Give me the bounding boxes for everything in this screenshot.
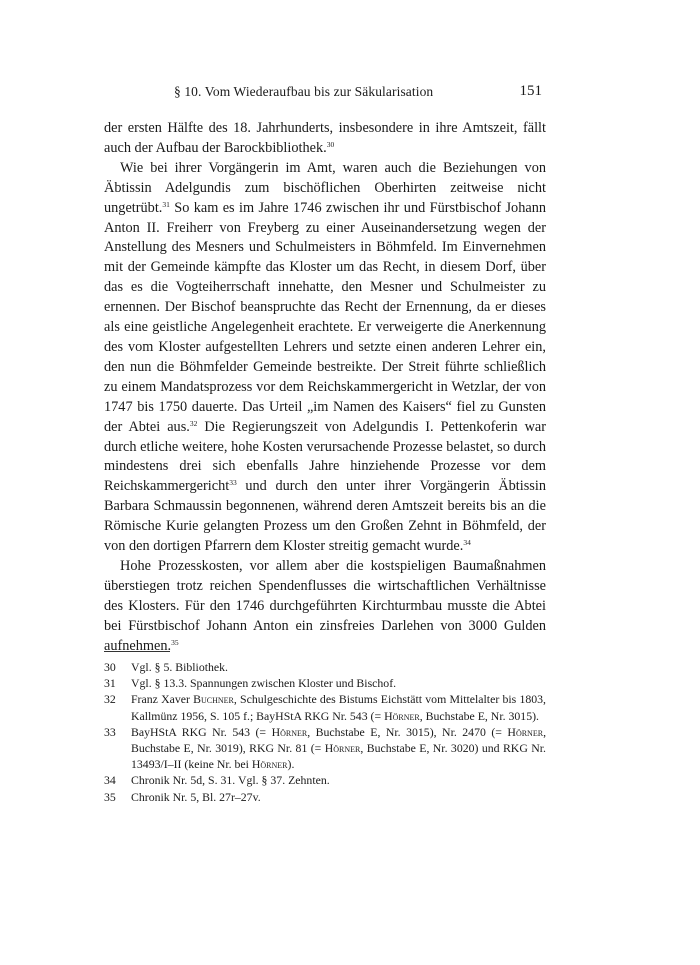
main-text: [104, 119, 546, 656]
footnote-number: 31: [104, 676, 116, 691]
footnote-text: , Buchstabe E, Nr. 3019), RKG Nr. 81 (=: [131, 724, 547, 756]
footnote-34: [104, 772, 546, 788]
footnote-number: 33: [104, 724, 116, 739]
footnote-text: Chronik Nr. 5, Bl. 27r–27v.: [131, 789, 261, 804]
footnote-text: , Buchstabe E, Nr. 3015).: [419, 708, 539, 723]
author-name: Hörner: [384, 708, 420, 723]
footnote-30: [104, 659, 546, 675]
paragraph-1: [104, 119, 546, 159]
author-name: Hörner: [324, 741, 361, 756]
footnote-text: Chronik Nr. 5d, S. 31. Vgl. § 37. Zehnten.: [131, 773, 330, 788]
paragraph-text: Die Regierungszeit von Adelgundis I. Pettenkoferin war durch etliche weitere, hohe Kosten verursachende Prozesse belastet, so durch mindestens drei sich ebenfalls Jahre hinziehende Prozesse vor dem Reichskammergericht: [104, 418, 547, 495]
footnote-ref-31[interactable]: 31: [162, 199, 170, 209]
footnote-35: [104, 789, 546, 805]
footnote-ref-33[interactable]: 33: [229, 478, 237, 488]
footnote-number: 34: [104, 773, 116, 788]
footnotes: [104, 659, 546, 805]
paragraph-3: [104, 557, 546, 657]
footnote-number: 32: [104, 692, 116, 707]
footnote-text: , Schulgeschichte des Bistums Eichstätt vom Mittelalter bis 1803, Kallmünz 1956, S. 105 f.; BayHStA RKG Nr. 543 (=: [131, 692, 546, 723]
footnote-ref-35[interactable]: 35: [171, 637, 179, 647]
footnote-text: , Buchstabe E, Nr. 3020) und RKG Nr. 13493/I–II (keine Nr. bei: [131, 741, 546, 772]
footnote-32: [104, 691, 546, 723]
author-name: Hörner: [507, 724, 544, 739]
paragraph-2: [104, 159, 546, 557]
footnote-ref-30[interactable]: 30: [326, 139, 335, 149]
paragraph-text: der ersten Hälfte des 18. Jahrhunderts, insbesondere in ihre Amtszeit, fällt auch der Aufbau der Barockbibliothek.: [104, 120, 546, 156]
footnote-ref-32[interactable]: 32: [189, 418, 198, 428]
footnote-text: Vgl. § 5. Bibliothek.: [131, 660, 228, 674]
footnote-number: 35: [104, 789, 116, 804]
footnote-text: ).: [287, 757, 295, 772]
author-name: Hörner: [271, 724, 308, 739]
footnote-31: [104, 675, 546, 691]
footnote-33: [104, 724, 546, 773]
footnote-number: 30: [104, 660, 116, 674]
footnote-text: Vgl. § 13.3. Spannungen zwischen Kloster und Bischof.: [131, 676, 397, 691]
paragraph-text: und durch den unter ihrer Vorgängerin Äbtissin Barbara Schmaussin begonnenen, während deren Amtszeit bereits bis an die Römische Kurie gelangten Prozess um den Großen Zehnt in Böhmfeld, der von den dortigen Pfarrern dem Kloster streitig gemacht wurde.: [104, 478, 546, 555]
page-number: 151: [519, 83, 542, 99]
footnote-text: , Buchstabe E, Nr. 3015), Nr. 2470 (=: [307, 724, 508, 739]
footnote-text: BayHStA RKG Nr. 543 (=: [131, 724, 272, 739]
paragraph-text: So kam es im Jahre 1746 zwischen ihr und Fürstbischof Johann Anton II. Freiherr von Freyberg zu einer Auseinandersetzung wegen der Anstellung des Mesners und Schulmeisters in Böhmfeld. Im Einvernehmen mit der Gemeinde kämpfte das Kloster um das Recht, in diesem Dorf, über das es die Vogteiherrschaft innehatte, den Mesner und Schulmeister zu ernennen. Der Bischof beanspruchte das Recht der Ernennung, da er dieses als eine geistliche Angelegenheit erachtete. Er verweigerte die Anerkennung des vom Kloster aufgestellten Lehrers und setzte einen anderen Lehrer ein, den nun die Böhmfelder Gemeinde bestreikte. Der Streit führte schließlich zu einem Mandatsprozess vor dem Reichskammergericht in Wetzlar, der von 1747 bis 1750 dauerte. Das Urteil „im Namen des Kaisers“ fiel zu Gunsten der Abtei aus.: [104, 199, 546, 435]
running-header: [104, 84, 546, 104]
footnote-separator: [104, 651, 170, 652]
paragraph-text: Wie bei ihrer Vorgängerin im Amt, waren auch die Beziehungen von Äbtissin Adelgundis zum bischöflichen Oberhirten zeitweise nicht ungetrübt.: [104, 159, 546, 216]
author-name: Hörner: [251, 757, 288, 772]
footnote-text: Franz Xaver: [131, 692, 194, 707]
running-title: § 10. Vom Wiederaufbau bis zur Säkularisation: [174, 84, 434, 99]
paragraph-text: Hohe Prozesskosten, vor allem aber die kostspieligen Baumaßnahmen überstiegen trotz reichen Spendenflusses die wirtschaftlichen Verhältnisse des Klosters. Für den 1746 durchgeführten Kirchturmbau musste die Abtei bei Fürstbischof Johann Anton ein zinsfreies Darlehen von 3000 Gulden aufnehmen.: [104, 557, 546, 654]
footnote-ref-34[interactable]: 34: [463, 538, 471, 548]
author-name: Buchner: [193, 692, 234, 707]
